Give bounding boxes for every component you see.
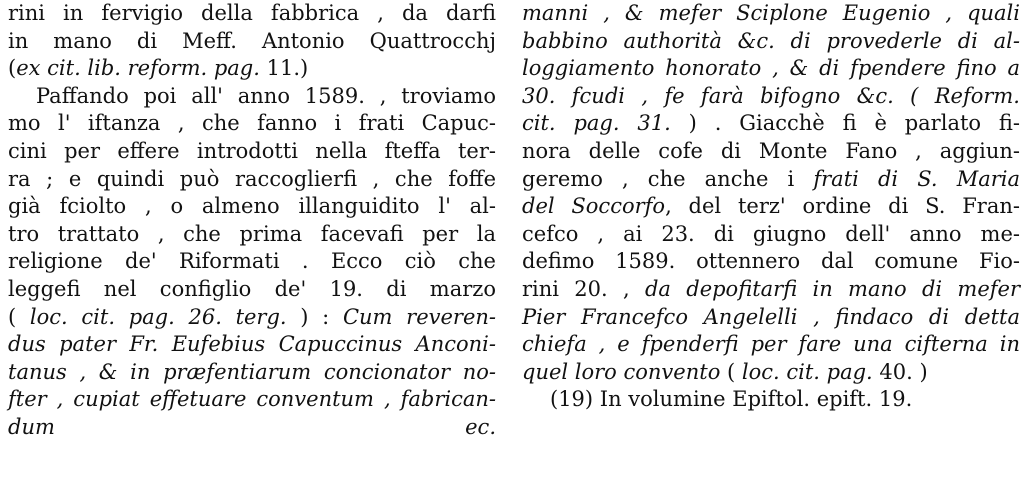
text-line (8, 83, 496, 111)
roman-text: 11.) (266, 56, 309, 81)
roman-text: nora delle cofe di Monte Fano , aggiun- (522, 138, 1020, 163)
text-line (8, 166, 496, 194)
italic-text: loc. cit. pag. 26. terg. (29, 304, 287, 329)
roman-text: 40. ) (872, 359, 928, 384)
italic-text: loggiamento honorato , & di fpendere fino a (522, 56, 1020, 81)
italic-text: dum ec. (8, 414, 496, 439)
text-line (8, 0, 496, 28)
text-line (522, 138, 1020, 166)
roman-text: in mano di Meff. Antonio Quattrocchj (8, 28, 496, 53)
text-line (8, 55, 496, 83)
text-line (522, 221, 1020, 249)
italic-text: Pier Francefco Angelelli , findaco di detta (522, 304, 1020, 329)
text-line (8, 248, 496, 276)
text-line (522, 193, 1020, 221)
roman-text: leggefi nel configlio de' 19. di marzo (8, 276, 496, 301)
text-line (522, 166, 1020, 194)
roman-text: già fciolto , o almeno illanguidito l' al- (8, 194, 496, 219)
left-column (8, 0, 497, 439)
italic-text: manni , & mefer Sciplone Eugenio , quali (522, 1, 1020, 25)
italic-text: Cum reveren- (342, 304, 497, 329)
text-line (522, 55, 1020, 83)
roman-text: (19) In volumine Epiftol. epift. 19. (550, 387, 913, 412)
roman-text: ) : (286, 304, 343, 329)
italic-text: frati di S. Maria (813, 166, 1020, 191)
roman-text: cini per effere introdotti nella fteffa ter- (8, 138, 496, 163)
italic-text: babbino authorità &c. di provederle di al- (522, 28, 1020, 53)
text-line (8, 276, 496, 304)
roman-text: ra ; e quindi può raccoglierfi , che foffe (8, 166, 496, 191)
italic-text: tanus , & in præfentiarum concionator no- (8, 359, 496, 384)
roman-text: ( (8, 56, 17, 81)
italic-text: dus pater Fr. Eufebius Capuccinus Anconi- (8, 332, 496, 357)
roman-text: Paffando poi all' anno 1589. , troviamo (36, 83, 496, 108)
italic-text: cit. pag. 31. (522, 111, 671, 136)
roman-text: ( (720, 359, 742, 384)
right-column (522, 0, 1020, 414)
roman-text: geremo , che anche i (522, 166, 814, 191)
text-line (522, 331, 1020, 359)
text-line (8, 221, 496, 249)
italic-text: chiefa , e fpenderfi per fare una cifterna in (522, 332, 1020, 357)
text-line (522, 276, 1020, 304)
roman-text: religione de' Riformati . Ecco ciò che (8, 249, 496, 274)
text-line (8, 414, 496, 439)
roman-text: tro trattato , che prima facevafi per la (8, 221, 496, 246)
text-line (522, 386, 1020, 414)
text-line (8, 28, 496, 56)
text-line (8, 193, 496, 221)
text-line (522, 304, 1020, 332)
text-line (8, 110, 496, 138)
text-line (522, 359, 1020, 387)
roman-text: cefco , ai 23. di giugno dell' anno me- (522, 221, 1020, 246)
text-line (522, 248, 1020, 276)
roman-text: rini in fervigio della fabbrica , da darfi (8, 1, 496, 25)
italic-text: da depofitarfi in mano di mefer (644, 276, 1020, 301)
text-line (522, 83, 1020, 111)
text-line (522, 0, 1020, 28)
text-line (8, 138, 496, 166)
italic-text: 30. fcudi , fe farà bifogno &c. ( Reform. (522, 83, 1020, 108)
italic-text: ex cit. lib. reform. pag. (16, 56, 267, 81)
roman-text: mo l' iftanza , che fanno i frati Capuc- (8, 111, 496, 136)
roman-text: rini 20. , (522, 276, 645, 301)
roman-text: ( (8, 304, 30, 329)
roman-text: , del terz' ordine di S. Fran- (665, 194, 1020, 219)
text-line (8, 304, 496, 332)
roman-text: defimo 1589. ottennero dal comune Fio- (522, 249, 1020, 274)
text-line (522, 110, 1020, 138)
roman-text: ) . Giacchè fi è parlato fi- (670, 111, 1020, 136)
text-line (8, 386, 496, 414)
text-line (522, 28, 1020, 56)
italic-text: del Soccorfo (522, 194, 666, 219)
italic-text: loc. cit. pag. (741, 359, 873, 384)
italic-text: fter , cupiat effetuare conventum , fabrican- (8, 387, 496, 412)
italic-text: quel loro convento (522, 359, 721, 384)
text-line (8, 331, 496, 359)
text-line (8, 359, 496, 387)
